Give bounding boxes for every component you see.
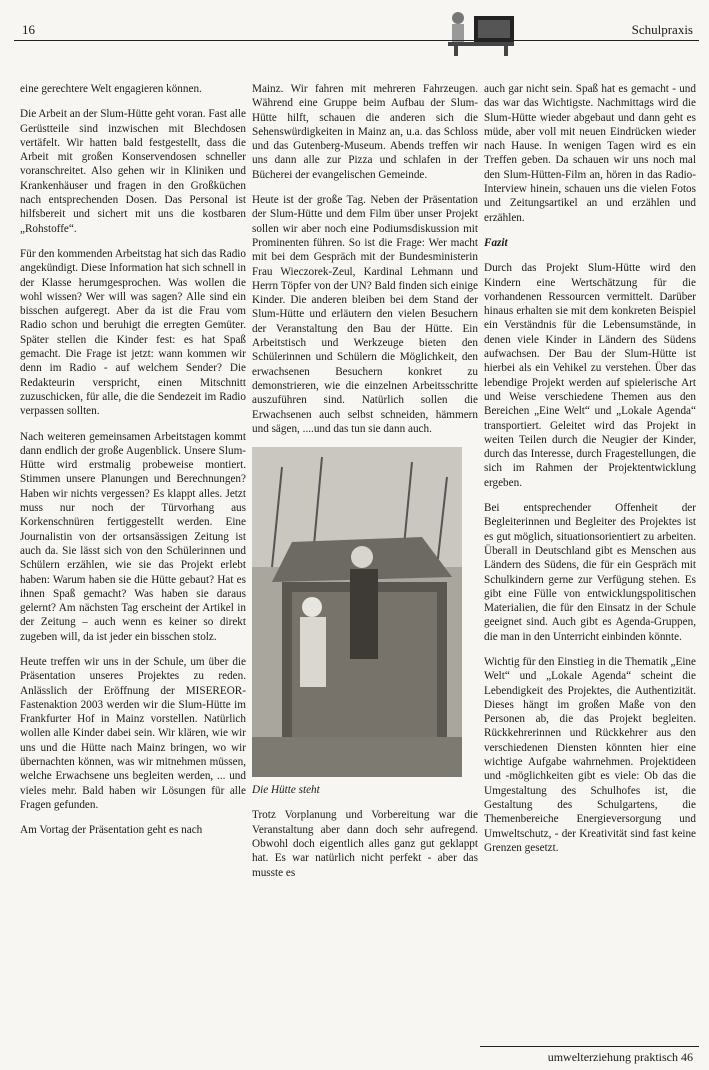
paragraph: Durch das Projekt Slum-Hütte wird den Kindern eine Wertschätzung für die vorhandenen Ressourcen vermittelt. Darüber hinaus erhalten sie mit dem konkreten Beispiel ein Verständnis für die Lebensumstände, in denen viele Kinder in Ländern des Südens aufwachsen. Der Bau der Slum-Hütte ist hierbei als ein Vehikel zu verstehen. Über das lebendige Projekt werden auf spielerische Art und Weise verschiedene Themen aus den Bereichen „Eine Welt“ und „Lokale Agenda“ transportiert. Geleitet wird das Projekt in weiten Teilen durch die Neugier der Kinder, durch das Interesse, durch Fragestellungen, die sich im Rahmen der Projektentwicklung ergeben.	[484, 262, 696, 489]
footer-magazine: umwelterziehung praktisch 46	[547, 1050, 693, 1064]
paragraph: eine gerechtere Welt engagieren können.	[20, 83, 202, 95]
column-2	[252, 82, 478, 891]
header-rule	[14, 40, 699, 41]
column-3	[484, 82, 696, 866]
paragraph: auch gar nicht sein. Spaß hat es gemacht - und das war das Wichtigste. Nachmittags wird die Slum-Hütte wieder abgebaut und dann geht es müde, aber voll mit neuen Eindrücken wieder nach Hause. In wenigen Tagen wird es ein Treffen geben. Da schauen wir uns noch mal den Slum-Hütten-Film an, hören in das Radio-Interview hinein, schauen uns die vielen Fotos und Zeitungsartikel an und erzählen und erzählen.	[484, 83, 696, 224]
section-name: Schulpraxis	[631, 22, 693, 37]
paragraph: Wichtig für den Einstieg in die Thematik „Eine Welt“ und „Lokale Agenda“ scheint die Lebendigkeit des Projektes, die Authentizität. Dieses hängt im großen Maße von den Personen ab, die das Projekt begleiten. Rückkehrerinnen und Rückkehrer aus den verschiedenen Diensten könnten hier eine wichtige Aufgabe wahrnehmen. Projektideen und -möglichkeiten gibt es viele: Ob das die Umgestaltung des Schulhofes ist, die Gestaltung des Schulgartens, die Themenbereiche Energieversorgung und Umweltschutz, - der Kreativität sind fast keine Grenzen gesetzt.	[484, 655, 696, 854]
paragraph: Am Vortag der Präsentation geht es nach	[20, 824, 203, 837]
paragraph: Trotz Vorplanung und Vorbereitung war die Veranstaltung aber dann doch sehr aufregend. Obwohl doch eigentlich alles ganz gut geklappt hat. Es war natürlich nicht perfekt - aber das musste es	[252, 809, 478, 879]
page-number: 16	[22, 22, 35, 37]
paragraph: Mainz. Wir fahren mit mehreren Fahrzeugen. Während eine Gruppe beim Aufbau der Slum-Hütte hilft, schauen die anderen sich die Sehenswürdigkeiten in Mainz an, u.a. das Schloss und das Gutenberg-Museum. Abends treffen wir uns dann alle zur Pizza und schlafen in der Bücherei der evangelischen Gemeinde.	[252, 83, 478, 181]
footer-rule	[480, 1046, 699, 1047]
paragraph: Für den kommenden Arbeitstag hat sich das Radio angekündigt. Diese Information hat sich schnell in der Klasse herumgesprochen. Was wollen die wohl wissen? Wer will was sagen? Alle sind ein bisschen aufgeregt. Aber da ist die Frau vom Radio schon und beruhigt die erregten Gemüter. Später stellen die Kinder fest: es hat Spaß gemacht. Die Frage ist jetzt: wann kommen wir denn im Radio - auf welchem Sender? Die Redakteurin verspricht, einen Mitschnitt zuzuschicken, für alle, die die Sendezeit im Radio verpassen sollten.	[20, 247, 246, 418]
paragraph: Heute ist der große Tag. Neben der Präsentation der Slum-Hütte und dem Film über unser Projekt sollen wir aber noch eine Podiumsdiskussion mit Prominenten führen. So ist die Frage: Wer macht mit bei dem Gespräch mit der Bundesministerin Frau Wieczorek-Zeul, Kardinal Lehmann und Herrn Töpfer von der UN? Bald finden sich einige Kinder. Die anderen bleiben bei dem Stand der Slum-Hütte und erläutern den vielen Besuchern der Veranstaltung den Bau der Hütte. Ein Arbeitstisch und Werkzeuge bieten den Schülerinnen und Schülern die Möglichkeit, den erwachsenen Besuchern konkret zu demonstrieren, wie die einzelnen Arbeitsschritte auszuführen sind. Natürlich sollen die Erwachsenen auch selbst schneiden, hämmern und sägen, ....und das tun sie dann auch.	[252, 194, 478, 435]
photo-caption: Die Hütte steht	[252, 784, 320, 797]
paragraph: Die Arbeit an der Slum-Hütte geht voran. Fast alle Gerüstteile sind inzwischen mit Blechdosen vertäfelt. Wir hatten bald festgestellt, dass die Arbeit mit großen Konservendosen schneller voranschreitet. Also gehen wir in Kliniken und Krankenhäuser und fragen in den Großküchen nach entsprechenden Dosen. Das Personal ist hilfsbereit und sichert mit uns die kostbaren „Rohstoffe“.	[20, 108, 246, 235]
paragraph: Nach weiteren gemeinsamen Arbeitstagen kommt dann endlich der große Augenblick. Unsere Slum-Hütte wird erstmalig probeweise montiert. Stimmen unsere Planungen und Berechnungen? Haben wir nichts vergessen? Es klappt alles. Jetzt muss nur noch der Türvorhang aus Korkenschnüren fertiggestellt werden. Eine Journalistin von der ortsansässigen Zeitung ist auch da. Sie lässt sich von den Schülerinnen und Schülern erzählen, wie sie das Projekt erlebt haben: Warum haben sie die Hütte gebaut? Hat es ihnen Spaß gemacht? Was haben sie daraus gelernt? Am nächsten Tag erscheint der Artikel in der Zeitung – auch wenn es keiner so direkt zugeben will, da ist jeder ein bisschen stolz.	[20, 430, 246, 643]
teacher-desk-icon	[444, 6, 520, 56]
paragraph: Bei entsprechender Offenheit der Begleiterinnen und Begleiter des Projektes ist es gut möglich, situationsorientiert zu arbeiten. Überall in Deutschland gibt es Menschen aus Ländern des Südens, die für ein Gespräch mit Schulkindern gerne zur Verfügung stehen. Es gibt eine Fülle von entwicklungspolitischen Materialien, die für den Einsatz in der Schule geeignet sind. Auch gibt es Agenda-Gruppen, die man in den Unterricht einbinden könnte.	[484, 502, 696, 643]
column-1	[20, 82, 246, 849]
section-heading: Fazit	[484, 236, 508, 249]
paragraph: Heute treffen wir uns in der Schule, um über die Präsentation unseres Projektes zu reden. Anlässlich der Eröffnung der MISEREOR-Fastenaktion 2003 werden wir die Slum-Hütte im Frankfurter Hof in Mainz vorstellen. Natürlich wollen alle Kinder dabei sein. Wir klären, wie wir uns und die Hütte nach Mainz bringen, wo wir übernachten können, was wir mitnehmen müssen, welche Erwachsene uns begleiten werden, ... und vieles mehr. Bald haben wir Lösungen für alle Fragen gefunden.	[20, 655, 246, 811]
page-header	[0, 0, 709, 60]
hut-photo	[252, 447, 462, 777]
